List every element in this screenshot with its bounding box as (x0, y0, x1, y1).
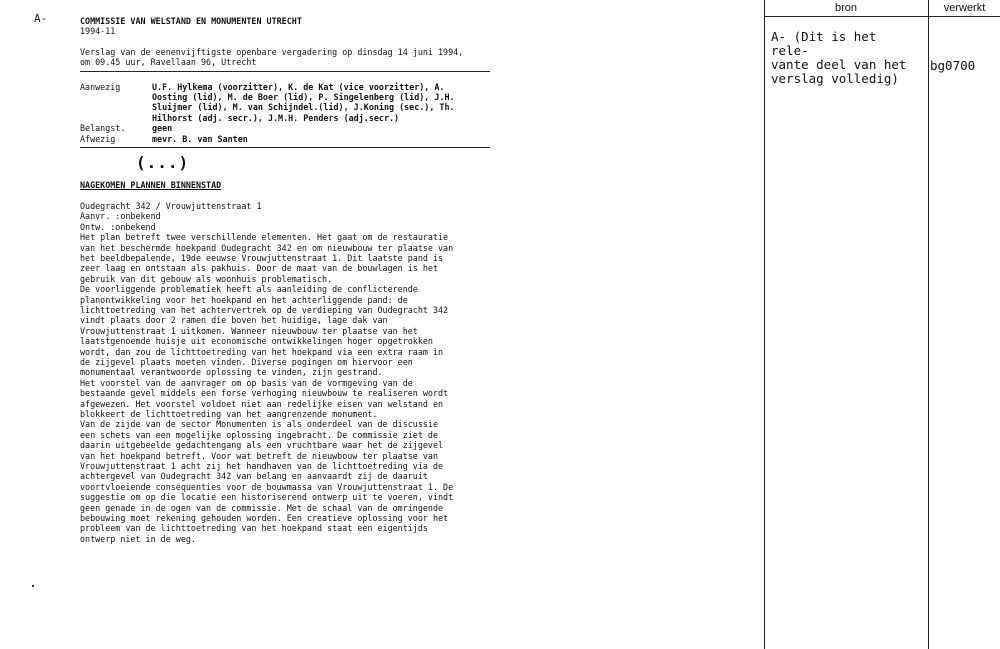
body-line: achtergevel van Oudegracht 342 van belang en aanvaardt zij de daaruit (80, 471, 428, 482)
body-text (80, 232, 492, 544)
intro-line-2: om 09.45 uur, Ravellaan 96, Utrecht (80, 57, 257, 68)
item-body (80, 201, 492, 544)
bron-line: verslag volledig) (771, 71, 899, 86)
body-line: lichttoetreding van het achtervertrek op de verdieping van Oudegracht 342 (80, 304, 449, 315)
body-line: Het voorstel van de aanvrager om op basis van de vormgeving van de (80, 377, 413, 388)
body-line: probleem van de lichttoetreding van het hoekpand staat een eigentijds (80, 523, 428, 534)
header-rule (764, 16, 1000, 17)
verwerkt-code: bg0700 (930, 58, 976, 73)
document-number: 1994-11 (80, 26, 116, 37)
attendance-block (80, 82, 492, 144)
body-line: van het hoekpand betreft. Voor wat betreft de nieuwbouw ter plaatse van (80, 450, 438, 461)
minutes-document (80, 16, 492, 544)
document-heading: COMMISSIE VAN WELSTAND EN MONUMENTEN UTRECHT (80, 16, 302, 26)
body-line: zeer laag en ontstaan als pakhuis. Door de maat van de bouwlagen is het (80, 263, 438, 274)
body-line: Vrouwjuttenstraat 1 uitkomen. Wanneer nieuwbouw ter plaatse van het (80, 325, 418, 336)
afwezig-value: mevr. B. van Santen (152, 133, 248, 144)
column-divider-middle (928, 0, 929, 649)
page-marker: A- (34, 12, 48, 25)
bron-note (771, 30, 921, 86)
body-line: een schets van een mogelijke oplossing ingebracht. De commissie ziet de (80, 429, 438, 440)
aanwezig-line: Hilhorst (adj. secr.), J.M.H. Penders (adj.secr.) (152, 112, 400, 123)
body-line: het beeldbepalende, 19de eeuwse Vrouwjuttenstraat 1. Dit laatste pand is (80, 252, 444, 263)
body-line: blokkeert de lichttoetreding van het aangrenzende monument. (80, 409, 378, 419)
bron-line: A- (Dit is het rele- (771, 29, 877, 58)
body-line: planontwikkeling voor het hoekpand en het achterliggende pand: de (80, 294, 408, 305)
body-line: monumentaal verantwoorde oplossing te vinden, zijn gestrand. (80, 367, 383, 378)
body-line: laatstgenoemde huisje uit economische ontwikkelingen hoger opgetrokken (80, 336, 433, 347)
column-header-bron: bron (834, 2, 858, 14)
aanwezig-line: U.F. Hylkema (voorzitter), K. de Kat (vice voorzitter), A. (152, 81, 445, 92)
body-line: daarin uitgebeelde gedachtengang als een vruchtbare waar het de zijgevel (80, 440, 444, 451)
omission-marker: (...) (136, 153, 190, 173)
body-line: de zijgevel plaats moeten vinden. Diverse pogingen om hiervoor een (80, 356, 413, 367)
body-line: wordt, dan zou de lichttoetreding van het hoekpand via een extra raam in (80, 346, 444, 357)
body-line: De voorliggende problematiek heeft als aanleiding de conflicterende (80, 284, 418, 295)
body-line: suggestie om op die locatie een historiserend ontwerp uit te voeren, vindt (80, 492, 454, 503)
body-line: afgewezen. Het voorstel voldoet niet aan redelijke eisen van welstand en (80, 398, 444, 409)
belangst-value: geen (152, 123, 173, 134)
body-line: van het beschermde hoekpand Oudegracht 342 en om nieuwbouw ter plaatse van (80, 242, 454, 253)
item-title: Oudegracht 342 / Vrouwjuttenstraat 1 (80, 200, 262, 211)
body-line: bestaande gevel middels een forse verhoging nieuwbouw te realiseren wordt (80, 388, 449, 399)
belangst-label: Belangst. (80, 123, 126, 134)
aanwezig-line: Sluijmer (lid), M. van Schijndel.(lid), J.Koning (sec.), Th. (152, 102, 455, 113)
divider-top (80, 71, 490, 72)
column-divider-left (764, 0, 765, 649)
designer-line: Ontw. :onbekend (80, 221, 156, 232)
divider-bottom (80, 147, 490, 148)
aanwezig-line: Oosting (lid), M. de Boer (lid), P. Singelenberg (lid), J.H. (152, 92, 455, 103)
body-line: voortvloeiende consequenties voor de bouwmassa van Vrouwjuttenstraat 1. De (80, 481, 454, 492)
intro-line-1: Verslag van de eenenvijftigste openbare vergadering op dinsdag 14 juni 1994, (80, 46, 464, 57)
applicant-line: Aanvr. :onbekend (80, 211, 161, 222)
stray-mark (32, 585, 34, 587)
afwezig-label: Afwezig (80, 133, 116, 144)
body-line: gebruik van dit gebouw als woonhuis problematisch. (80, 273, 333, 284)
body-line: geen genade in de ogen van de commissie. Met de schaal van de omringende (80, 502, 444, 513)
body-line: Het plan betreft twee verschillende elementen. Het gaat om de restauratie (80, 232, 449, 243)
section-title: NAGEKOMEN PLANNEN BINNENSTAD (80, 180, 222, 191)
body-line: Vrouwjuttenstraat 1 acht zij het handhaven van de lichttoetreding via de (80, 461, 444, 472)
body-line: Van de zijde van de sector Monumenten is als onderdeel van de discussie (80, 419, 438, 430)
body-line: bebouwing moet rekening gehouden worden. Een creatieve oplossing voor het (80, 513, 449, 524)
aanwezig-list (152, 82, 492, 124)
bron-line: vante deel van het (771, 57, 907, 72)
body-line: ontwerp niet in de weg. (80, 533, 196, 544)
column-header-verwerkt: verwerkt (943, 2, 986, 14)
aanwezig-label: Aanwezig (80, 81, 121, 92)
body-line: vindt plaats door 2 ramen die boven het huidige, lage dak van (80, 315, 388, 326)
